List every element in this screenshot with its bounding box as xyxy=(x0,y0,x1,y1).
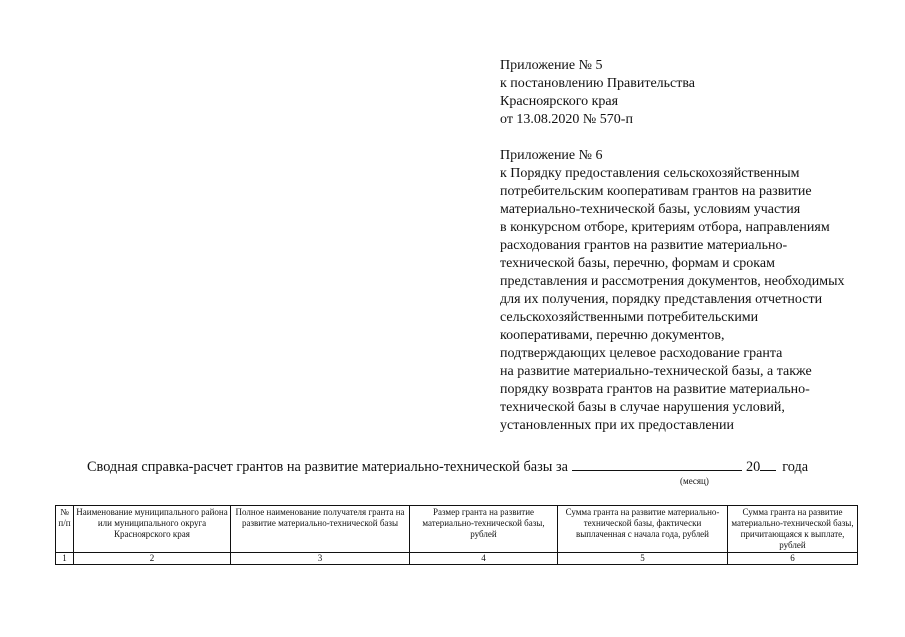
appendix-6-line: подтверждающих целевое расходование гранта xyxy=(500,346,783,361)
appendix-6-line: технической базы в случае нарушения условий, xyxy=(500,400,785,415)
appendix-5-line: Приложение № 5 xyxy=(500,58,603,73)
header-municipality: Наименование муниципального района или муниципального округа Красноярского края xyxy=(74,506,231,553)
header-number: № п/п xyxy=(56,506,74,553)
appendix-6-line: в конкурсном отборе, критериям отбора, направлениям xyxy=(500,220,830,235)
appendix-5-line: Красноярского края xyxy=(500,94,619,109)
year-prefix: 20 xyxy=(745,459,761,475)
appendix-6-line: расходования грантов на развитие материально- xyxy=(500,238,788,253)
grant-table xyxy=(55,505,858,565)
appendix-6-line: к Порядку предоставления сельскохозяйственным xyxy=(500,166,800,181)
column-number: 5 xyxy=(558,553,728,565)
report-heading xyxy=(87,458,808,476)
appendix-6-line: потребительским кооперативам грантов на развитие xyxy=(500,184,812,199)
column-number: 6 xyxy=(728,553,858,565)
column-number: 1 xyxy=(56,553,74,565)
year-blank xyxy=(760,458,776,471)
appendix-6-line: представления и рассмотрения документов, необходимых xyxy=(500,274,845,289)
header-grant-size: Размер гранта на развитие материально-технической базы, рублей xyxy=(410,506,558,553)
appendix-6-line: установленных при их предоставлении xyxy=(500,418,735,433)
column-number: 3 xyxy=(231,553,410,565)
header-recipient: Полное наименование получателя гранта на развитие материально-технической базы xyxy=(231,506,410,553)
appendix-5-block xyxy=(500,57,880,129)
appendix-6-line: технической базы, перечню, формам и срокам xyxy=(500,256,775,271)
appendix-6-line: кооперативами, перечню документов, xyxy=(500,328,725,343)
header-paid-amount: Сумма гранта на развитие материально-технической базы, фактически выплаченная с начала года, рублей xyxy=(558,506,728,553)
appendix-6-line: сельскохозяйственными потребительскими xyxy=(500,310,759,325)
appendix-6-line: на развитие материально-технической базы, а также xyxy=(500,364,812,379)
appendix-5-line: от 13.08.2020 № 570-п xyxy=(500,112,633,127)
appendix-5-line: к постановлению Правительства xyxy=(500,76,696,91)
appendix-6-line: материально-технической базы, условиям участия xyxy=(500,202,801,217)
month-blank xyxy=(572,458,742,471)
column-number: 2 xyxy=(74,553,231,565)
column-number: 4 xyxy=(410,553,558,565)
appendix-6-block xyxy=(500,147,880,435)
month-note: (месяц) xyxy=(680,476,709,486)
appendix-6-line: Приложение № 6 xyxy=(500,148,603,163)
report-heading-text: Сводная справка-расчет грантов на развитие материально-технической базы за xyxy=(87,459,568,475)
table-number-row xyxy=(56,553,858,565)
appendix-6-line: порядку возврата грантов на развитие материально- xyxy=(500,382,810,397)
table-header-row xyxy=(56,506,858,553)
appendix-6-line: для их получения, порядку представления отчетности xyxy=(500,292,823,307)
header-due-amount: Сумма гранта на развитие материально-технической базы, причитающаяся к выплате, рублей xyxy=(728,506,858,553)
year-suffix: года xyxy=(782,459,809,475)
